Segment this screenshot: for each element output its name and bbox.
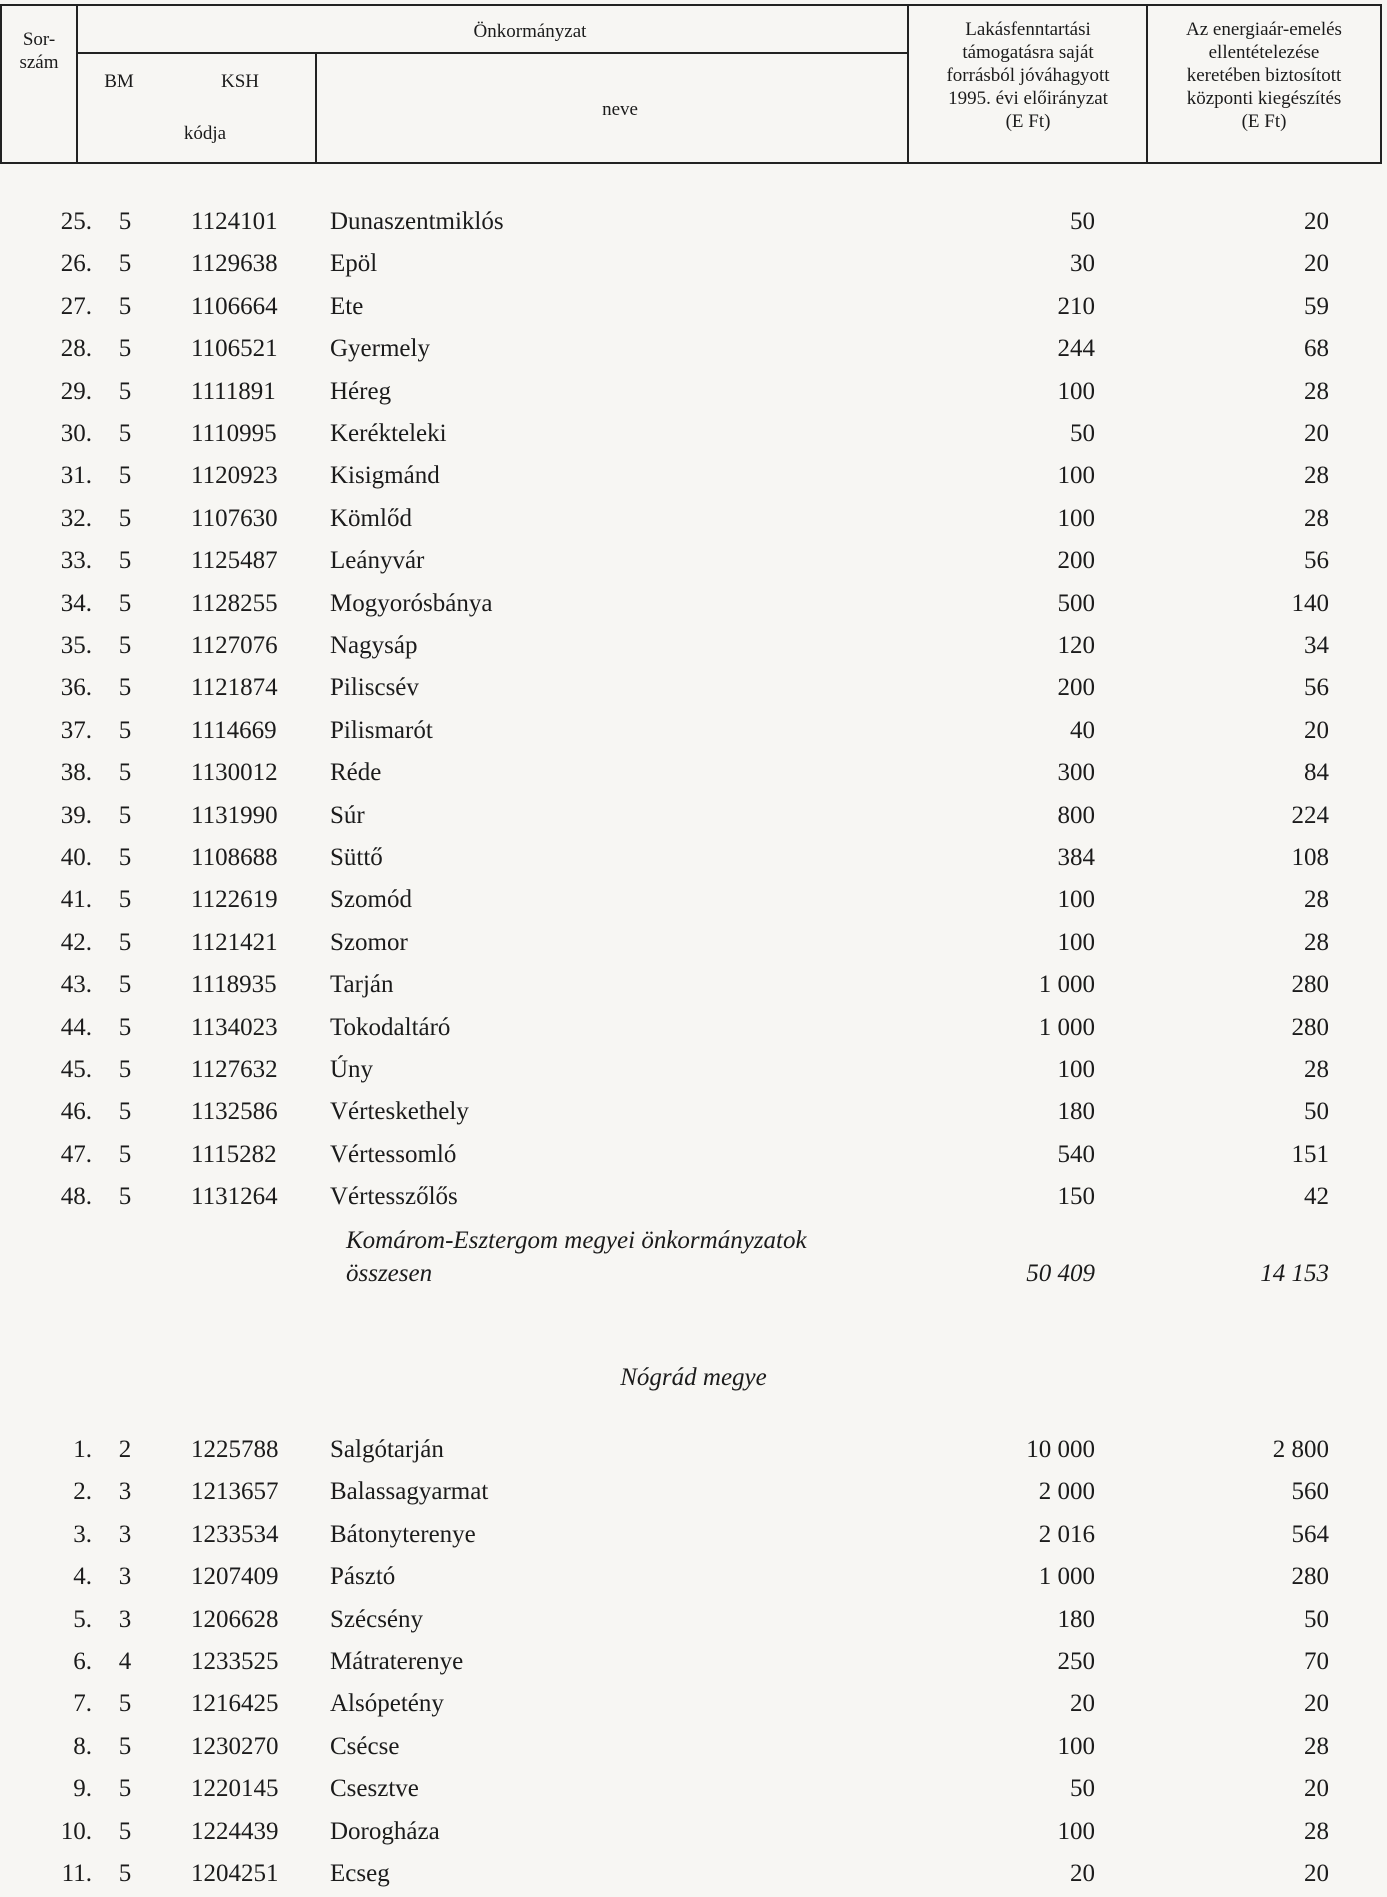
municipality-name: Szomor xyxy=(330,928,408,956)
bm-code: 5 xyxy=(118,1817,132,1845)
bm-code: 5 xyxy=(118,1690,132,1718)
ksh-code: 1134023 xyxy=(191,1013,278,1041)
table-row xyxy=(0,921,1387,963)
bm-code: 2 xyxy=(118,1436,132,1463)
energy-compensation-value: 20 xyxy=(1304,208,1329,235)
row-number: 43. xyxy=(60,971,92,999)
ksh-code: 1132586 xyxy=(191,1098,278,1126)
header-ksh: KSH xyxy=(220,71,259,92)
energy-compensation-value: 28 xyxy=(1304,1056,1329,1083)
row-number: 38. xyxy=(60,759,92,787)
komarom-total-housing: 50 409 xyxy=(1026,1260,1095,1287)
energy-compensation-value: 56 xyxy=(1304,674,1329,702)
bm-code: 5 xyxy=(118,632,132,659)
table-row xyxy=(0,794,1387,836)
row-number: 45. xyxy=(60,1056,92,1083)
energy-compensation-value: 70 xyxy=(1304,1648,1329,1675)
bm-code: 5 xyxy=(118,250,132,278)
table-row xyxy=(0,1852,1387,1894)
housing-subsidy-value: 50 xyxy=(1070,1775,1095,1803)
housing-subsidy-value: 100 xyxy=(1057,1732,1095,1760)
header-housing-subsidy: Lakásfenntartási támogatásra saját forrásból jóváhagyott 1995. évi előirányzat (E Ft) xyxy=(946,19,1110,132)
municipality-name: Mogyorósbánya xyxy=(330,589,493,617)
ksh-code: 1233525 xyxy=(191,1648,279,1675)
row-number: 26. xyxy=(60,250,92,278)
bm-code: 5 xyxy=(118,208,132,235)
bm-code: 5 xyxy=(118,844,132,871)
municipality-name: Csesztve xyxy=(330,1775,419,1803)
table-row xyxy=(0,582,1387,624)
housing-subsidy-value: 1 000 xyxy=(1038,1563,1095,1591)
table-row xyxy=(0,370,1387,412)
row-number: 36. xyxy=(60,674,92,702)
row-number: 32. xyxy=(60,504,92,532)
energy-compensation-value: 56 xyxy=(1304,547,1329,575)
row-number: 30. xyxy=(60,420,92,447)
energy-compensation-value: 42 xyxy=(1304,1183,1329,1211)
ksh-code: 1121421 xyxy=(191,928,278,956)
ksh-code: 1121874 xyxy=(191,674,278,702)
ksh-code: 1224439 xyxy=(191,1817,279,1845)
municipality-name: Tarján xyxy=(330,971,394,999)
energy-compensation-value: 28 xyxy=(1304,1817,1329,1845)
ksh-code: 1106521 xyxy=(191,335,278,363)
row-number: 37. xyxy=(60,716,92,744)
ksh-code: 1110995 xyxy=(191,420,277,447)
municipality-name: Salgótarján xyxy=(330,1436,444,1463)
row-number: 9. xyxy=(73,1775,92,1803)
row-number: 48. xyxy=(60,1183,92,1211)
housing-subsidy-value: 50 xyxy=(1070,208,1095,235)
table-row xyxy=(0,1133,1387,1175)
energy-compensation-value: 28 xyxy=(1304,504,1329,532)
municipality-name: Dorogháza xyxy=(330,1817,440,1845)
housing-subsidy-value: 10 000 xyxy=(1026,1436,1095,1463)
table-row xyxy=(0,963,1387,1005)
bm-code: 5 xyxy=(118,1140,132,1168)
ksh-code: 1129638 xyxy=(191,250,278,278)
row-number: 27. xyxy=(60,292,92,320)
row-number: 35. xyxy=(60,632,92,659)
energy-compensation-value: 280 xyxy=(1291,1013,1329,1041)
ksh-code: 1206628 xyxy=(191,1605,279,1633)
energy-compensation-value: 151 xyxy=(1291,1140,1329,1168)
ksh-code: 1122619 xyxy=(191,886,278,914)
bm-code: 5 xyxy=(118,335,132,363)
housing-subsidy-value: 100 xyxy=(1057,886,1095,914)
ksh-code: 1125487 xyxy=(191,547,278,575)
table-row xyxy=(0,1175,1387,1217)
row-number: 39. xyxy=(60,801,92,829)
ksh-code: 1207409 xyxy=(191,1563,279,1591)
row-number: 41. xyxy=(60,886,92,914)
ksh-code: 1127076 xyxy=(191,632,278,659)
table-row xyxy=(0,1598,1387,1640)
table-row xyxy=(0,1725,1387,1767)
bm-code: 5 xyxy=(118,759,132,787)
housing-subsidy-value: 1 000 xyxy=(1038,1013,1095,1041)
municipality-name: Dunaszentmiklós xyxy=(330,208,504,235)
row-number: 6. xyxy=(73,1648,92,1675)
row-number: 7. xyxy=(73,1690,92,1718)
table-row xyxy=(0,327,1387,369)
bm-code: 3 xyxy=(118,1605,132,1633)
municipality-name: Pásztó xyxy=(330,1563,396,1591)
komarom-total-energy: 14 153 xyxy=(1260,1260,1329,1287)
energy-compensation-value: 280 xyxy=(1291,971,1329,999)
table-row xyxy=(0,666,1387,708)
table-row xyxy=(0,200,1387,242)
bm-code: 3 xyxy=(118,1520,132,1548)
ksh-code: 1115282 xyxy=(191,1140,277,1168)
housing-subsidy-value: 200 xyxy=(1057,674,1095,702)
municipality-name: Alsópetény xyxy=(330,1690,444,1718)
housing-subsidy-value: 244 xyxy=(1057,335,1095,363)
bm-code: 5 xyxy=(118,674,132,702)
bm-code: 5 xyxy=(118,1098,132,1126)
table-row xyxy=(0,1428,1387,1470)
municipality-name: Szomód xyxy=(330,886,412,914)
row-number: 2. xyxy=(73,1478,92,1506)
housing-subsidy-value: 100 xyxy=(1057,928,1095,956)
housing-subsidy-value: 100 xyxy=(1057,462,1095,490)
energy-compensation-value: 20 xyxy=(1304,1860,1329,1887)
ksh-code: 1114669 xyxy=(191,716,277,744)
housing-subsidy-value: 100 xyxy=(1057,1056,1095,1083)
energy-compensation-value: 68 xyxy=(1304,335,1329,363)
row-number: 1. xyxy=(73,1436,92,1463)
table-header xyxy=(0,4,1382,164)
municipality-name: Nagysáp xyxy=(330,632,418,659)
energy-compensation-value: 84 xyxy=(1304,759,1329,787)
municipality-name: Kömlőd xyxy=(330,504,412,532)
ksh-code: 1225788 xyxy=(191,1436,279,1463)
ksh-code: 1107630 xyxy=(191,504,278,532)
komarom-total-label: Komárom-Esztergom megyei önkormányzatok xyxy=(346,1227,807,1254)
ksh-code: 1216425 xyxy=(191,1690,279,1718)
header-energy-compensation: Az energiaár-emelés ellentételezése keretében biztosított központi kiegészítés (E Ft) xyxy=(1186,19,1342,132)
energy-compensation-value: 28 xyxy=(1304,928,1329,956)
housing-subsidy-value: 100 xyxy=(1057,377,1095,405)
energy-compensation-value: 20 xyxy=(1304,1775,1329,1803)
ksh-code: 1131264 xyxy=(191,1183,278,1211)
row-number: 28. xyxy=(60,335,92,363)
table-row xyxy=(0,1810,1387,1852)
energy-compensation-value: 20 xyxy=(1304,1690,1329,1718)
municipality-name: Ete xyxy=(330,292,364,320)
energy-compensation-value: 108 xyxy=(1291,844,1329,871)
row-number: 8. xyxy=(73,1732,92,1760)
row-number: 47. xyxy=(60,1140,92,1168)
housing-subsidy-value: 40 xyxy=(1070,716,1095,744)
municipality-name: Súr xyxy=(330,801,365,829)
municipality-name: Epöl xyxy=(330,250,378,278)
municipality-name: Vértesszőlős xyxy=(330,1183,458,1211)
table-row xyxy=(0,709,1387,751)
energy-compensation-value: 28 xyxy=(1304,886,1329,914)
row-number: 40. xyxy=(60,844,92,871)
energy-compensation-value: 28 xyxy=(1304,462,1329,490)
housing-subsidy-value: 20 xyxy=(1070,1860,1095,1887)
bm-code: 4 xyxy=(118,1648,132,1675)
bm-code: 3 xyxy=(118,1478,132,1506)
bm-code: 5 xyxy=(118,377,132,405)
table-row xyxy=(0,412,1387,454)
table-row xyxy=(0,539,1387,581)
bm-code: 5 xyxy=(118,971,132,999)
nograd-section-title: Nógrád megye xyxy=(620,1364,767,1391)
municipality-name: Balassagyarmat xyxy=(330,1478,489,1506)
housing-subsidy-value: 2 000 xyxy=(1038,1478,1095,1506)
bm-code: 5 xyxy=(118,547,132,575)
municipality-name: Csécse xyxy=(330,1732,400,1760)
row-number: 5. xyxy=(73,1605,92,1633)
energy-compensation-value: 20 xyxy=(1304,716,1329,744)
bm-code: 5 xyxy=(118,801,132,829)
row-number: 25. xyxy=(60,208,92,235)
housing-subsidy-value: 180 xyxy=(1057,1098,1095,1126)
municipality-name: Mátraterenye xyxy=(330,1648,464,1675)
ksh-code: 1111891 xyxy=(191,377,276,405)
housing-subsidy-value: 200 xyxy=(1057,547,1095,575)
row-number: 46. xyxy=(60,1098,92,1126)
row-number: 4. xyxy=(73,1563,92,1591)
table-row xyxy=(0,1640,1387,1682)
energy-compensation-value: 560 xyxy=(1291,1478,1329,1506)
header-serial: Sor- szám xyxy=(19,29,59,73)
energy-compensation-value: 20 xyxy=(1304,250,1329,278)
municipality-name: Ecseg xyxy=(330,1860,390,1887)
housing-subsidy-value: 100 xyxy=(1057,1817,1095,1845)
table-row xyxy=(0,1048,1387,1090)
header-name: neve xyxy=(602,99,638,120)
housing-subsidy-value: 30 xyxy=(1070,250,1095,278)
bm-code: 5 xyxy=(118,1732,132,1760)
ksh-code: 1128255 xyxy=(191,589,278,617)
bm-code: 5 xyxy=(118,716,132,744)
housing-subsidy-value: 1 000 xyxy=(1038,971,1095,999)
municipality-name: Vértessomló xyxy=(330,1140,457,1168)
municipality-name: Gyermely xyxy=(330,335,430,363)
housing-subsidy-value: 210 xyxy=(1057,292,1095,320)
bm-code: 5 xyxy=(118,1775,132,1803)
municipality-name: Kisigmánd xyxy=(330,462,440,490)
municipality-name: Úny xyxy=(330,1056,374,1083)
municipality-name: Leányvár xyxy=(330,547,425,575)
housing-subsidy-value: 50 xyxy=(1070,420,1095,447)
municipality-name: Vérteskethely xyxy=(330,1098,469,1126)
row-number: 31. xyxy=(60,462,92,490)
bm-code: 5 xyxy=(118,292,132,320)
ksh-code: 1118935 xyxy=(191,971,277,999)
bm-code: 5 xyxy=(118,420,132,447)
energy-compensation-value: 20 xyxy=(1304,420,1329,447)
bm-code: 5 xyxy=(118,462,132,490)
bm-code: 5 xyxy=(118,1056,132,1083)
housing-subsidy-value: 500 xyxy=(1057,589,1095,617)
row-number: 29. xyxy=(60,377,92,405)
ksh-code: 1204251 xyxy=(191,1860,279,1887)
ksh-code: 1220145 xyxy=(191,1775,279,1803)
table-row xyxy=(0,1006,1387,1048)
table-row xyxy=(0,836,1387,878)
row-number: 11. xyxy=(61,1860,92,1887)
bm-code: 5 xyxy=(118,504,132,532)
table-row xyxy=(0,624,1387,666)
header-bm: BM xyxy=(104,71,134,92)
table-row xyxy=(0,285,1387,327)
energy-compensation-value: 50 xyxy=(1304,1605,1329,1633)
row-number: 3. xyxy=(73,1520,92,1548)
housing-subsidy-value: 2 016 xyxy=(1038,1520,1095,1548)
header-municipality: Önkormányzat xyxy=(473,21,587,42)
energy-compensation-value: 140 xyxy=(1291,589,1329,617)
energy-compensation-value: 224 xyxy=(1291,801,1329,829)
bm-code: 5 xyxy=(118,1183,132,1211)
komarom-total-label-2: összesen xyxy=(346,1260,433,1287)
municipality-name: Szécsény xyxy=(330,1605,424,1633)
municipality-name: Kerékteleki xyxy=(330,420,447,447)
ksh-code: 1233534 xyxy=(191,1520,279,1548)
ksh-code: 1106664 xyxy=(191,292,278,320)
row-number: 34. xyxy=(60,589,92,617)
ksh-code: 1120923 xyxy=(191,462,278,490)
housing-subsidy-value: 20 xyxy=(1070,1690,1095,1718)
bm-code: 3 xyxy=(118,1563,132,1591)
ksh-code: 1127632 xyxy=(191,1056,278,1083)
energy-compensation-value: 50 xyxy=(1304,1098,1329,1126)
energy-compensation-value: 34 xyxy=(1304,632,1329,659)
table-row xyxy=(0,1682,1387,1724)
table-row xyxy=(0,1555,1387,1597)
bm-code: 5 xyxy=(118,589,132,617)
municipality-name: Piliscsév xyxy=(330,674,419,702)
table-row xyxy=(0,878,1387,920)
header-code: kódja xyxy=(183,123,227,144)
municipality-name: Tokodaltáró xyxy=(330,1013,451,1041)
ksh-code: 1213657 xyxy=(191,1478,279,1506)
housing-subsidy-value: 150 xyxy=(1057,1183,1095,1211)
ksh-code: 1130012 xyxy=(191,759,278,787)
table-row xyxy=(0,454,1387,496)
municipality-name: Süttő xyxy=(330,844,383,871)
housing-subsidy-value: 384 xyxy=(1057,844,1095,871)
table-row xyxy=(0,1767,1387,1809)
housing-subsidy-value: 300 xyxy=(1057,759,1095,787)
row-number: 44. xyxy=(60,1013,92,1041)
bm-code: 5 xyxy=(118,886,132,914)
bm-code: 5 xyxy=(118,1013,132,1041)
row-number: 42. xyxy=(60,928,92,956)
row-number: 10. xyxy=(60,1817,92,1845)
bm-code: 5 xyxy=(118,1860,132,1887)
energy-compensation-value: 28 xyxy=(1304,1732,1329,1760)
municipality-name: Pilismarót xyxy=(330,716,433,744)
municipality-name: Réde xyxy=(330,759,382,787)
housing-subsidy-value: 100 xyxy=(1057,504,1095,532)
housing-subsidy-value: 800 xyxy=(1057,801,1095,829)
housing-subsidy-value: 180 xyxy=(1057,1605,1095,1633)
table-row xyxy=(0,1090,1387,1132)
municipality-name: Bátonyterenye xyxy=(330,1520,476,1548)
table-row xyxy=(0,1513,1387,1555)
table-row xyxy=(0,242,1387,284)
ksh-code: 1124101 xyxy=(191,208,278,235)
housing-subsidy-value: 540 xyxy=(1057,1140,1095,1168)
housing-subsidy-value: 250 xyxy=(1057,1648,1095,1675)
row-number: 33. xyxy=(60,547,92,575)
ksh-code: 1131990 xyxy=(191,801,278,829)
energy-compensation-value: 564 xyxy=(1291,1520,1329,1548)
energy-compensation-value: 59 xyxy=(1304,292,1329,320)
housing-subsidy-value: 120 xyxy=(1057,632,1095,659)
energy-compensation-value: 2 800 xyxy=(1272,1436,1329,1463)
table-row xyxy=(0,497,1387,539)
ksh-code: 1108688 xyxy=(191,844,278,871)
bm-code: 5 xyxy=(118,928,132,956)
table-row xyxy=(0,751,1387,793)
municipality-name: Héreg xyxy=(330,377,392,405)
energy-compensation-value: 28 xyxy=(1304,377,1329,405)
ksh-code: 1230270 xyxy=(191,1732,279,1760)
table-row xyxy=(0,1470,1387,1512)
energy-compensation-value: 280 xyxy=(1291,1563,1329,1591)
